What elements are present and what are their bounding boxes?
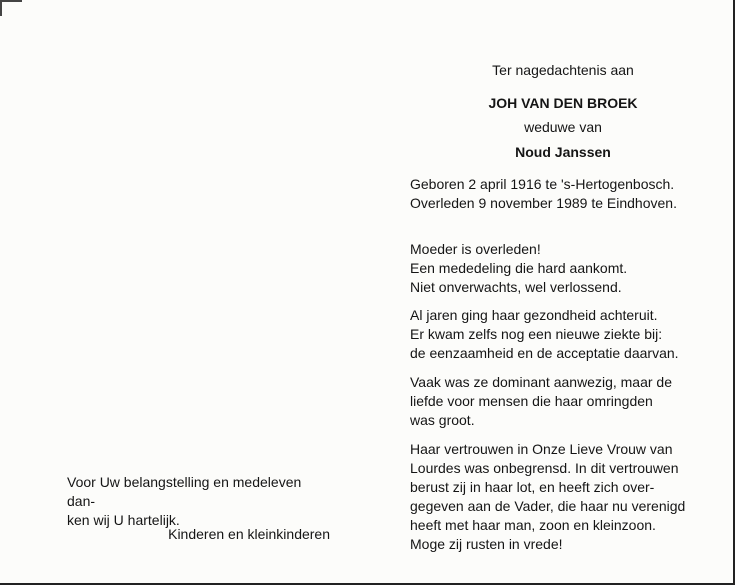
intro-text: Ter nagedachtenis aan <box>492 62 634 78</box>
birth-death-dates: Geboren 2 april 1916 te 's-Hertogenbosch. Overleden 9 november 1989 te Eindhoven. <box>410 176 677 211</box>
poem-paragraph-3: Vaak was ze dominant aanwezig, maar de liefde voor mensen die haar omringden was groot. <box>410 374 672 428</box>
family-signoff: Kinderen en kleinkinderen <box>168 526 330 542</box>
relation-text: weduwe van <box>524 119 602 135</box>
poem-paragraph-1: Moeder is overleden! Een mededeling die hard aankomt. Niet onverwachts, wel verlossend. <box>410 241 628 295</box>
corner-fold-mark <box>0 0 22 16</box>
poem-paragraph-2: Al jaren ging haar gezondheid achteruit. Er kwam zelfs nog een nieuwe ziekte bij: de eenzaamheid en de acceptatie daarvan. <box>410 307 679 361</box>
deceased-name: JOH VAN DEN BROEK <box>488 95 638 111</box>
spouse-name: Noud Janssen <box>515 144 611 160</box>
thanks-text: Voor Uw belangstelling en medeleven dan- ken wij U hartelijk. <box>67 474 302 528</box>
poem-paragraph-4: Haar vertrouwen in Onze Lieve Vrouw van Lourdes was onbegrensd. In dit vertrouwen berust zij in haar lot, en heeft zich over- gegeven aan de Vader, die haar nu verenigd heeft met haar man, zoon en kleinzoon. Moge zij rusten in vrede! <box>410 441 686 552</box>
